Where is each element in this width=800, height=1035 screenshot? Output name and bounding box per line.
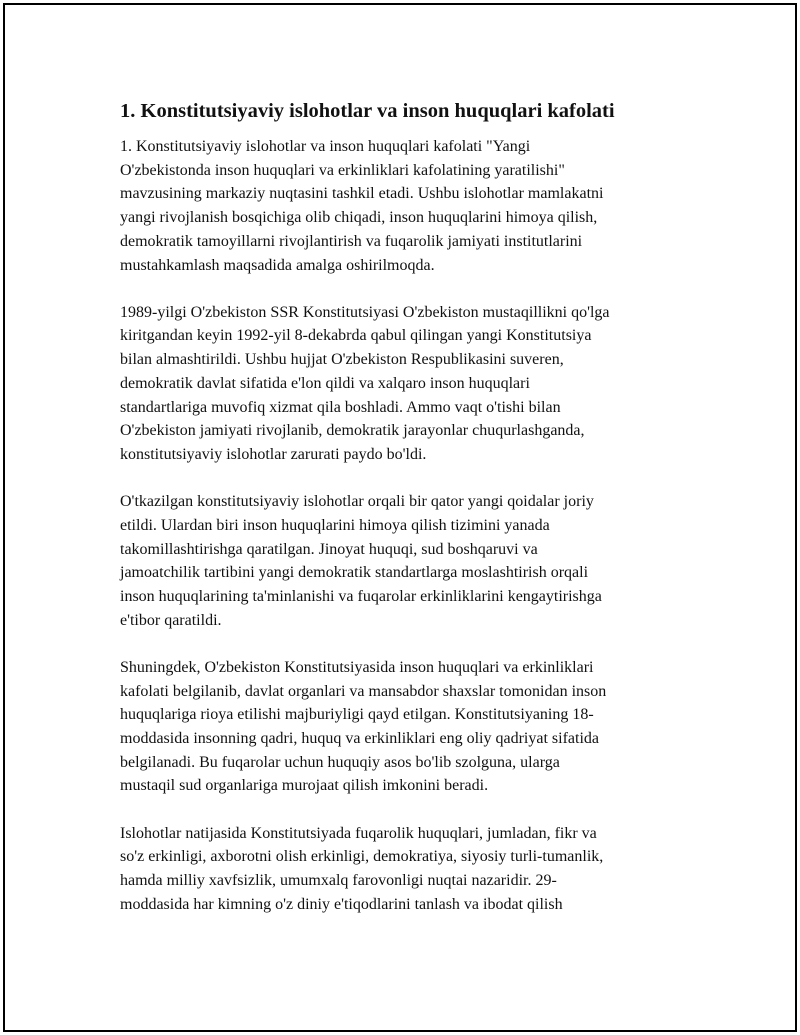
text-line: mustaqil sud organlariga murojaat qilish imkonini beradi. <box>120 777 489 795</box>
text-line: inson huquqlarining ta'minlanishi va fuqarolar erkinliklarini kengaytirishga <box>120 587 602 605</box>
text-line: mavzusining markaziy nuqtasini tashkil etadi. Ushbu islohotlar mamlakatni <box>120 185 604 203</box>
text-line: Islohotlar natijasida Konstitutsiyada fuqarolik huquqlari, jumladan, fikr va <box>120 824 597 842</box>
text-line: yangi rivojlanish bosqichiga olib chiqadi, inson huquqlarini himoya qilish, <box>120 209 598 227</box>
document-page <box>3 3 797 1032</box>
text-line: etildi. Ulardan biri inson huquqlarini himoya qilish tizimini yanada <box>120 516 550 534</box>
text-line: konstitutsiyaviy islohotlar zarurati paydo bo'ldi. <box>120 445 427 463</box>
text-line: huquqlariga rioya etilishi majburiyligi qayd etilgan. Konstitutsiyaning 18- <box>120 706 594 724</box>
document-title: 1. Konstitutsiyaviy islohotlar va inson huquqlari kafolati <box>120 100 615 122</box>
text-line: belgilanadi. Bu fuqarolar uchun huquqiy asos bo'lib szolguna, ularga <box>120 753 560 771</box>
text-line: 1. Konstitutsiyaviy islohotlar va inson huquqlari kafolati "Yangi <box>120 138 531 155</box>
text-line: hamda milliy xavfsizlik, umumxalq farovonligi nuqtai nazaridir. 29- <box>120 871 557 889</box>
paragraph-5 <box>120 822 700 917</box>
text-line: O'tkazilgan konstitutsiyaviy islohotlar orqali bir qator yangi qoidalar joriy <box>120 493 594 511</box>
text-line: O'zbekistonda inson huquqlari va erkinliklari kafolatining yaratilishi" <box>120 161 565 179</box>
text-line: demokratik tamoyillarni rivojlantirish va fuqarolik jamiyati institutlarini <box>120 232 583 250</box>
paragraph-3 <box>120 490 700 632</box>
text-line: takomillashtirishga qaratilgan. Jinoyat huquqi, sud boshqaruvi va <box>120 540 538 558</box>
paragraph-2 <box>120 301 700 467</box>
text-line: kafolati belgilanib, davlat organlari va mansabdor shaxslar tomonidan inson <box>120 682 607 700</box>
text-line: moddasida insonning qadri, huquq va erkinliklari eng oliy qadriyat sifatida <box>120 729 600 747</box>
text-line: kiritgandan keyin 1992-yil 8-dekabrda qabul qilingan yangi Konstitutsiya <box>120 327 592 345</box>
text-line: 1989-yilgi O'zbekiston SSR Konstitutsiyasi O'zbekiston mustaqillikni qo'lga <box>120 303 610 321</box>
text-line: demokratik davlat sifatida e'lon qildi va xalqaro inson huquqlari <box>120 374 530 392</box>
document-body <box>120 98 700 940</box>
text-line: jamoatchilik tartibini yangi demokratik standartlarga moslashtirish orqali <box>120 564 589 582</box>
paragraph-4 <box>120 656 700 798</box>
paragraph-1 <box>120 135 700 277</box>
text-line: moddasida har kimning o'z diniy e'tiqodlarini tanlash va ibodat qilish <box>120 895 563 913</box>
text-line: e'tibor qaratildi. <box>120 611 222 629</box>
text-line: bilan almashtirildi. Ushbu hujjat O'zbekiston Respublikasini suveren, <box>120 351 564 369</box>
text-line: standartlariga muvofiq xizmat qila boshladi. Ammo vaqt o'tishi bilan <box>120 398 561 416</box>
text-line: so'z erkinligi, axborotni olish erkinligi, demokratiya, siyosiy turli-tumanlik, <box>120 848 604 866</box>
text-line: O'zbekiston jamiyati rivojlanib, demokratik jarayonlar chuqurlashganda, <box>120 422 585 440</box>
text-line: Shuningdek, O'zbekiston Konstitutsiyasida inson huquqlari va erkinliklari <box>120 658 594 676</box>
text-line: mustahkamlash maqsadida amalga oshirilmoqda. <box>120 256 435 274</box>
